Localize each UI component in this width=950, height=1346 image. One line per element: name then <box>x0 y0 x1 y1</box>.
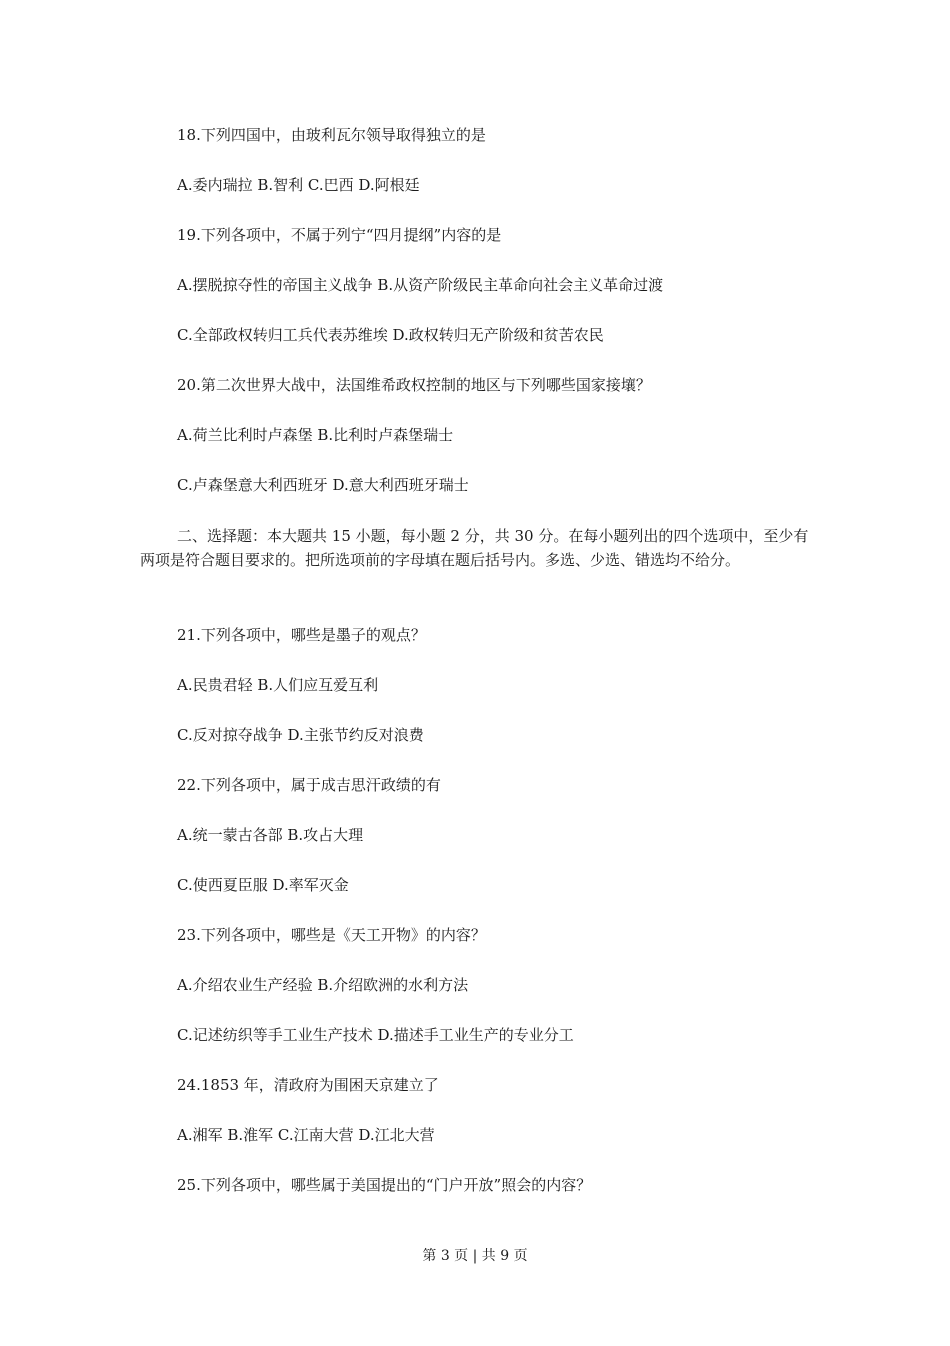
question-22-options-ab: A.统一蒙古各部 B.攻占大理 <box>177 826 364 844</box>
question-18-options: A.委内瑞拉 B.智利 C.巴西 D.阿根廷 <box>177 176 420 194</box>
question-22-stem: 22.下列各项中，属于成吉思汗政绩的有 <box>177 776 441 794</box>
question-19-options-cd: C.全部政权转归工兵代表苏维埃 D.政权转归无产阶级和贫苦农民 <box>177 326 604 344</box>
question-21-options-ab: A.民贵君轻 B.人们应互爱互利 <box>177 676 379 694</box>
section-2-instructions-text: 二、选择题：本大题共 15 小题，每小题 2 分，共 30 分。在每小题列出的四个选项中，至少有两项是符合题目要求的。把所选项前的字母填在题后括号内。多选、少选、错选均不给分。 <box>140 527 809 569</box>
question-19-stem: 19.下列各项中，不属于列宁“四月提纲”内容的是 <box>177 226 502 244</box>
question-20-options-ab: A.荷兰比利时卢森堡 B.比利时卢森堡瑞士 <box>177 426 454 444</box>
question-23-stem: 23.下列各项中，哪些是《天工开物》的内容？ <box>177 926 486 944</box>
question-21-stem: 21.下列各项中，哪些是墨子的观点？ <box>177 626 426 644</box>
question-18-stem: 18.下列四国中，由玻利瓦尔领导取得独立的是 <box>177 126 486 144</box>
question-24-stem: 24.1853 年，清政府为围困天京建立了 <box>177 1076 439 1094</box>
question-23-options-cd: C.记述纺织等手工业生产技术 D.描述手工业生产的专业分工 <box>177 1026 574 1044</box>
question-23-options-ab: A.介绍农业生产经验 B.介绍欧洲的水利方法 <box>177 976 469 994</box>
question-20-stem: 20.第二次世界大战中，法国维希政权控制的地区与下列哪些国家接壤？ <box>177 376 651 394</box>
question-25-stem: 25.下列各项中，哪些属于美国提出的“门户开放”照会的内容？ <box>177 1176 592 1194</box>
question-22-options-cd: C.使西夏臣服 D.率军灭金 <box>177 876 349 894</box>
question-24-options: A.湘军 B.淮军 C.江南大营 D.江北大营 <box>177 1126 435 1144</box>
section-2-instructions <box>140 524 812 572</box>
question-21-options-cd: C.反对掠夺战争 D.主张节约反对浪费 <box>177 726 424 744</box>
question-19-options-ab: A.摆脱掠夺性的帝国主义战争 B.从资产阶级民主革命向社会主义革命过渡 <box>177 276 664 294</box>
question-20-options-cd: C.卢森堡意大利西班牙 D.意大利西班牙瑞士 <box>177 476 469 494</box>
page-footer: 第 3 页 | 共 9 页 <box>422 1248 528 1264</box>
